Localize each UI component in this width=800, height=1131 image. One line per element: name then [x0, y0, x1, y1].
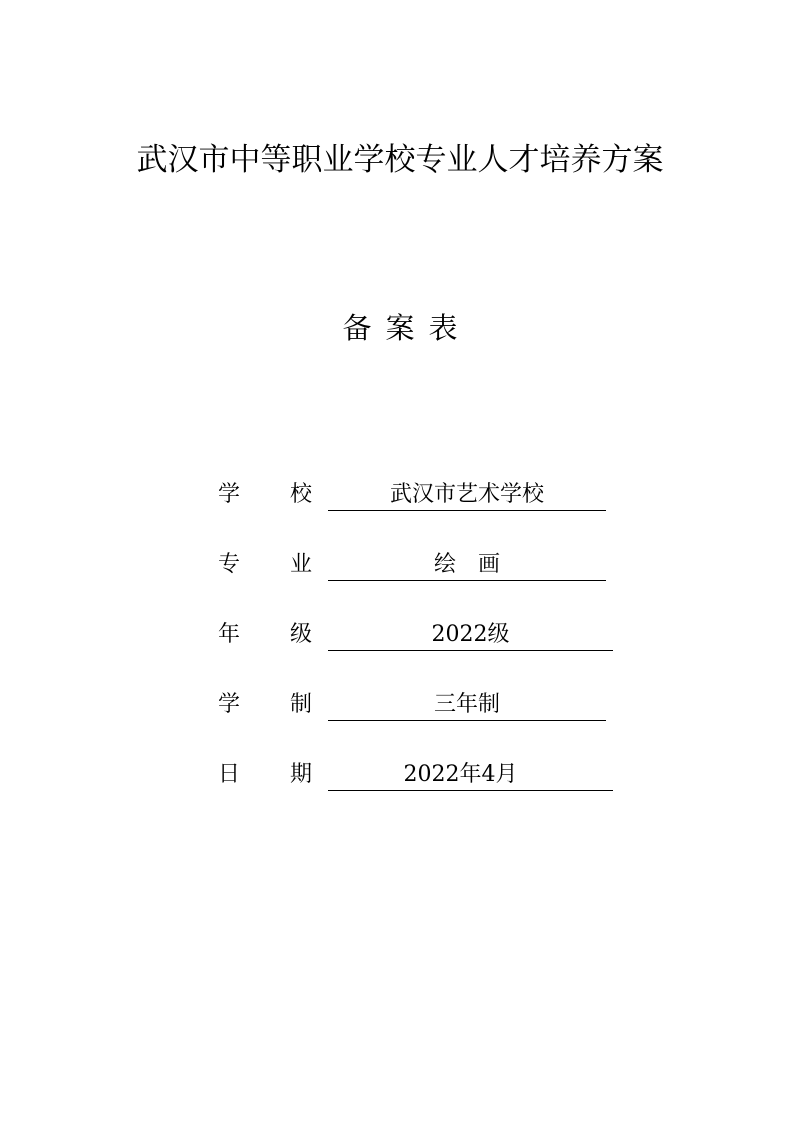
- field-label-char: 级: [290, 622, 313, 647]
- field-label-char: 期: [290, 762, 313, 787]
- field-label-char: 学: [218, 692, 241, 717]
- field-row-major: [0, 545, 800, 585]
- field-label-char: 制: [290, 692, 313, 717]
- document-subtitle: 备案表: [342, 311, 472, 345]
- field-value-duration: 三年制: [433, 692, 500, 717]
- field-value-date: 2022年4月: [403, 762, 518, 787]
- field-label-char: 业: [290, 552, 313, 577]
- field-row-grade: [0, 615, 800, 655]
- field-row-school: [0, 475, 800, 515]
- field-label-char: 日: [218, 762, 241, 787]
- field-label-char: 年: [218, 622, 241, 647]
- field-value-major: 绘 画: [433, 552, 500, 577]
- field-label-char: 学: [218, 482, 241, 507]
- document-title: 武汉市中等职业学校专业人才培养方案: [136, 142, 664, 178]
- field-label-char: 专: [218, 552, 241, 577]
- field-value-grade: 2022级: [431, 622, 510, 647]
- field-label-char: 校: [290, 482, 313, 507]
- field-row-duration: [0, 685, 800, 725]
- field-value-school: 武汉市艺术学校: [389, 482, 544, 507]
- field-row-date: [0, 755, 800, 795]
